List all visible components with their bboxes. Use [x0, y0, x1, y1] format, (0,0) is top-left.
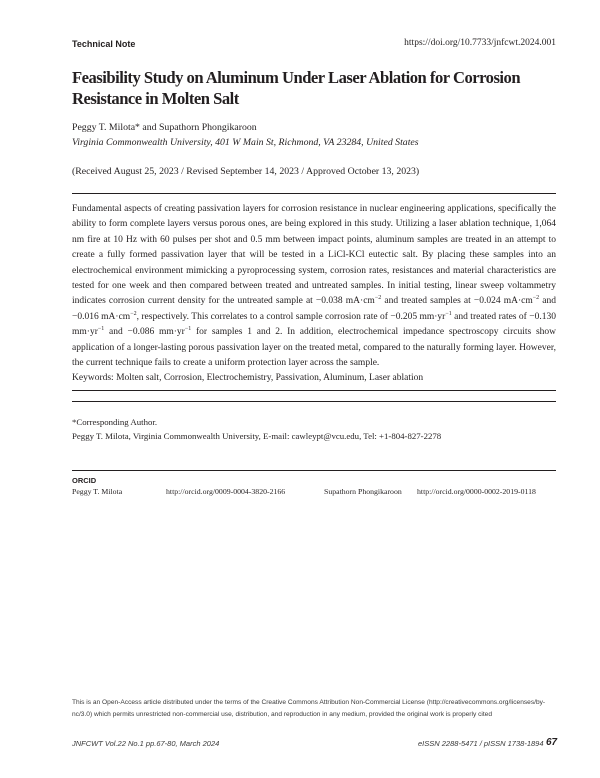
- doi-link[interactable]: https://doi.org/10.7733/jnfcwt.2024.001: [404, 38, 556, 48]
- page-number: 67: [546, 737, 558, 748]
- affiliation: Virginia Commonwealth University, 401 W Main St, Richmond, VA 23284, United States: [72, 137, 419, 148]
- footnote-label: *Corresponding Author.: [72, 417, 158, 427]
- journal-citation: JNFCWT Vol.22 No.1 pp.67-80, March 2024: [72, 739, 220, 748]
- authors: Peggy T. Milota* and Supathorn Phongikaroon: [72, 122, 257, 133]
- orcid-name-2: Supathorn Phongikaroon: [324, 487, 402, 496]
- article-title: Feasibility Study on Aluminum Under Laser Ablation for Corrosion Resistance in Molten Salt: [72, 68, 521, 108]
- orcid-name-1: Peggy T. Milota: [72, 487, 123, 496]
- corresponding-author-note: [72, 401, 556, 443]
- orcid-divider: [72, 470, 556, 471]
- issn: eISSN 2288-5471 / pISSN 1738-1894: [418, 739, 544, 748]
- orcid-link-2[interactable]: http://orcid.org/0000-0002-2019-0118: [417, 487, 536, 496]
- abstract-text: Fundamental aspects of creating passivation layers for corrosion resistance in nuclear engineering applications, specifically the ability to form complete layers versus porous ones, are being explored in this study. Utilizing a laser ablation technique, 1,064 nm fire at 10 Hz with 60 pulses per shot and 0.5 mm between impact points, aluminum samples are treated in an attempt to create a fully formed passivation layer that will be tested in a LiCl-KCl eutectic salt. By placing these samples into an electrochemical environment mimicking a pyroprocessing system, corrosion rates, resistances and material characteristics are tested for one week and then compared between treated and untreated samples. In initial testing, linear sweep voltammetry indicates corrosion current density for the untreated sample at −0.038 $mA\cdot cm^{-2}$ and treated samples at −0.024 $mA\cdot cm^{-2}$ and −0.016 $mA\cdot cm^{-2}$, respectively. This correlates to a control sample corrosion rate of −0.205 $mm\cdot yr^{-1}$ and treated rates of −0.130 $mm\cdot yr^{-1}$ and −0.086 $mm\cdot yr^{-1}$ for samples 1 and 2. In addition, electrochemical impedance spectroscopy circuits show application of a longer-lasting porous passivation layer on the treated metal, compared to the naturally forming layer. However, the current technique fails to create a uniform protection layer across the sample.: [72, 204, 557, 369]
- license-note: This is an Open-Access article distributed under the terms of the Creative Commons Attribution Non-Commercial License (http://creativecommons.org/licenses/by-nc/3.0) which permits unrestricted non-commercial use, distribution, and reproduction in any medium, provided the original work is properly cited: [72, 699, 546, 718]
- abstract-section: [72, 193, 556, 391]
- keywords: Keywords: Molten salt, Corrosion, Electrochemistry, Passivation, Aluminum, Laser ablation: [72, 373, 424, 383]
- submission-dates: (Received August 25, 2023 / Revised September 14, 2023 / Approved October 13, 2023): [72, 166, 420, 177]
- footnote-contact: Peggy T. Milota, Virginia Commonwealth University, E-mail: cawleypt@vcu.edu, Tel: +1-804-827-2278: [72, 430, 442, 441]
- orcid-heading: ORCID: [72, 476, 97, 485]
- orcid-link-1[interactable]: http://orcid.org/0009-0004-3820-2166: [166, 487, 286, 496]
- section-label: Technical Note: [72, 39, 136, 49]
